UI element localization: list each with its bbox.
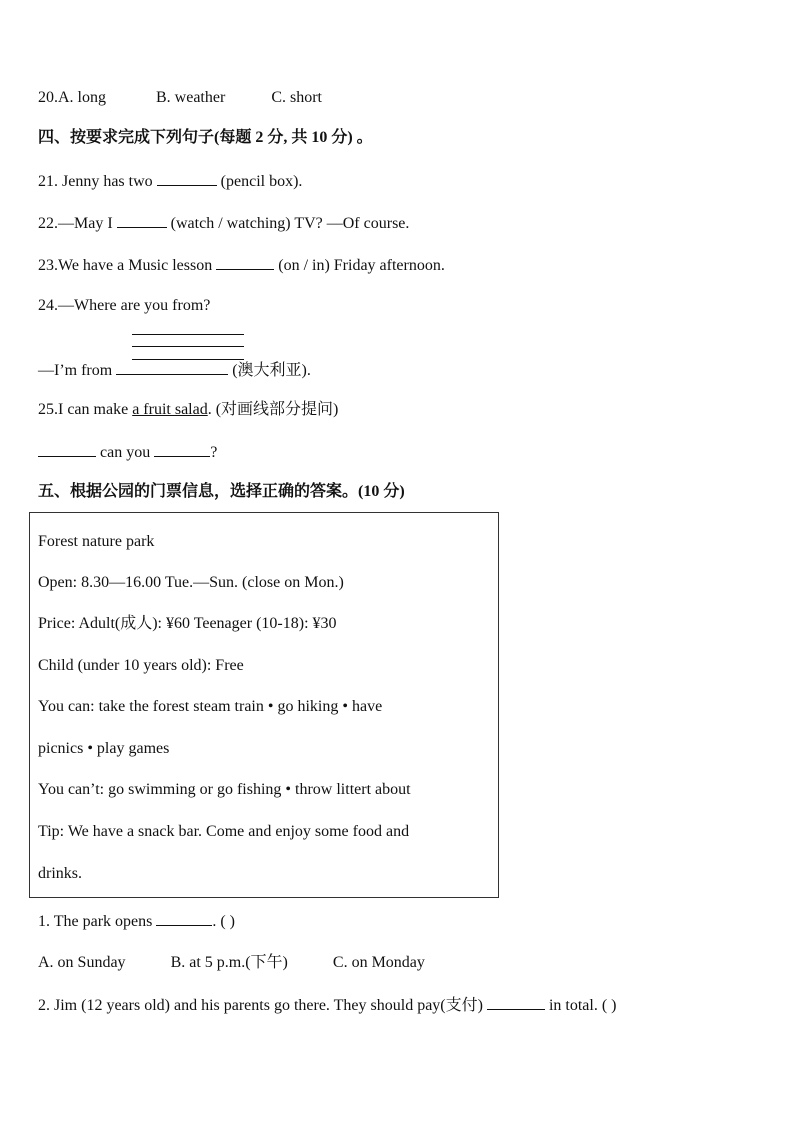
p1-option-a: A. on Sunday bbox=[38, 954, 126, 971]
p2-blank[interactable] bbox=[487, 995, 545, 1010]
p1-options bbox=[38, 953, 425, 973]
q25-underlined-phrase: a fruit salad bbox=[132, 401, 208, 418]
notice-tip-2: drinks. bbox=[38, 865, 82, 882]
q21-blank[interactable] bbox=[157, 171, 217, 186]
q24-answer-line bbox=[132, 346, 244, 347]
q24-answer: —I’m from (澳大利亚). bbox=[38, 362, 311, 379]
q25-blank-1[interactable] bbox=[38, 442, 96, 457]
q24-question: 24.—Where are you from? bbox=[38, 297, 211, 314]
section5-title: 五、根据公园的门票信息，选择正确的答案。(10 分) bbox=[38, 483, 405, 500]
q22: 22.—May I (watch / watching) TV? —Of course. bbox=[38, 215, 410, 232]
notice-open-hours: Open: 8.30—16.00 Tue.—Sun. (close on Mon.) bbox=[38, 574, 344, 591]
q20-option-c: C. short bbox=[271, 89, 322, 106]
q20-option-a: 20.A. long bbox=[38, 89, 106, 106]
q23: 23.We have a Music lesson (on / in) Friday afternoon. bbox=[38, 257, 445, 274]
q25-blank-2[interactable] bbox=[154, 442, 210, 457]
notice-price: Price: Adult(成人): ¥60 Teenager (10-18): ¥30 bbox=[38, 615, 337, 632]
notice-can-1: You can: take the forest steam train • go hiking • have bbox=[38, 698, 383, 715]
q20-option-b: B. weather bbox=[156, 89, 226, 106]
q22-blank[interactable] bbox=[117, 213, 167, 228]
section4-title: 四、按要求完成下列句子(每题 2 分, 共 10 分) 。 bbox=[38, 129, 373, 146]
p1-option-c: C. on Monday bbox=[332, 954, 425, 971]
p1-blank[interactable] bbox=[156, 911, 212, 926]
q24-answer-line bbox=[132, 334, 244, 335]
q24-blank[interactable] bbox=[116, 360, 228, 375]
p2-question: 2. Jim (12 years old) and his parents go there. They should pay(支付) in total. ( ) bbox=[38, 997, 617, 1014]
notice-tip-1: Tip: We have a snack bar. Come and enjoy some food and bbox=[38, 823, 410, 840]
notice-child: Child (under 10 years old): Free bbox=[38, 657, 244, 674]
notice-cant: You can’t: go swimming or go fishing • throw littert about bbox=[38, 781, 411, 798]
notice-park-name: Forest nature park bbox=[38, 533, 155, 550]
q20-options bbox=[38, 88, 322, 108]
p1-question: 1. The park opens . ( ) bbox=[38, 913, 235, 930]
q23-blank[interactable] bbox=[216, 255, 274, 270]
q21: 21. Jenny has two (pencil box). bbox=[38, 173, 303, 190]
p1-option-b: B. at 5 p.m.(下午) bbox=[170, 954, 288, 971]
q25-answer: can you ? bbox=[38, 442, 217, 463]
park-ticket-notice bbox=[29, 512, 499, 898]
notice-can-2: picnics • play games bbox=[38, 740, 170, 757]
q25: 25.I can make a fruit salad. (对画线部分提问) bbox=[38, 401, 339, 418]
